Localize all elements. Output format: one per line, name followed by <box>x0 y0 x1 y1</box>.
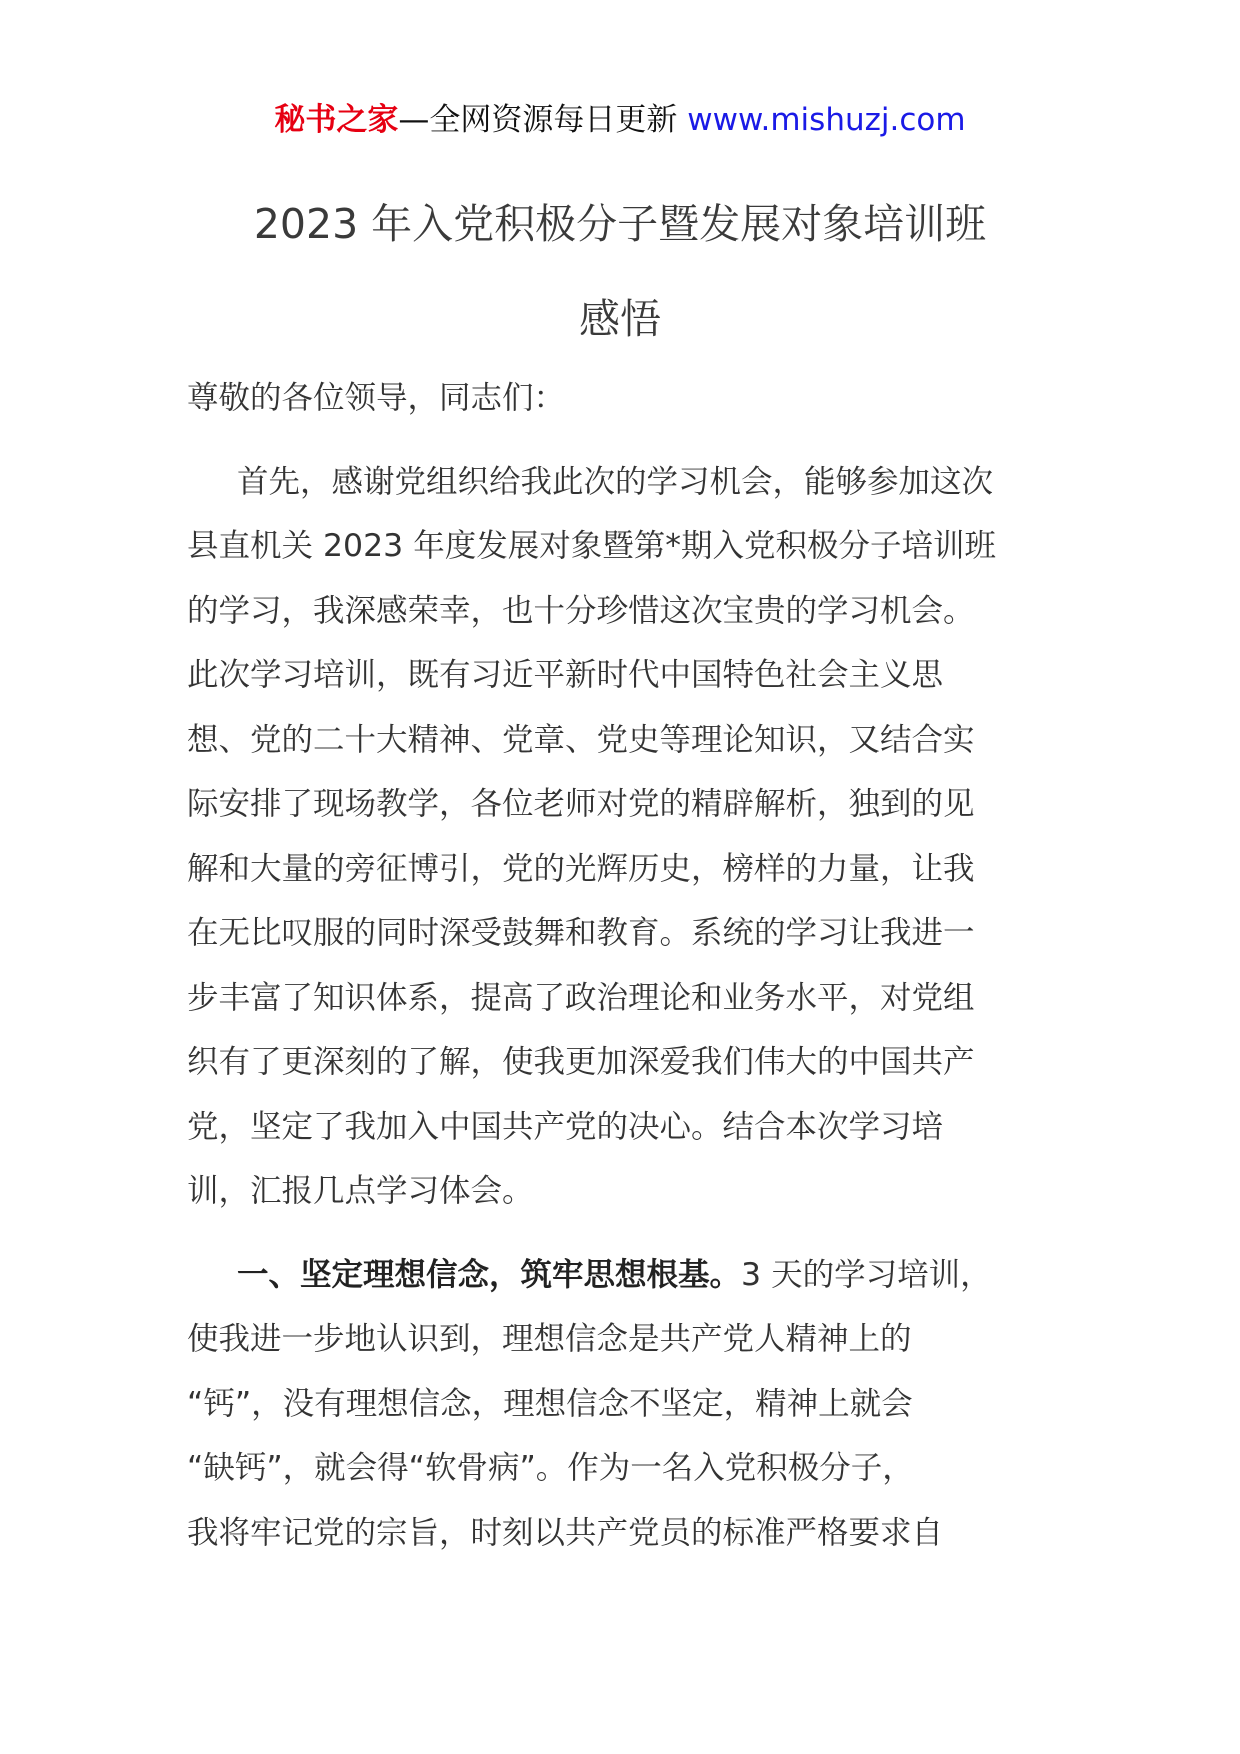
section-1-line: “缺钙”，就会得“软骨病”。作为一名入党积极分子， <box>187 1450 914 1486</box>
paragraph-1-line: 际安排了现场教学，各位老师对党的精辟解析，独到的见 <box>187 786 975 822</box>
header-slogan: —全网资源每日更新 <box>398 102 678 138</box>
section-1-heading: 一、坚定理想信念，筑牢思想根基。 <box>237 1256 742 1293</box>
watermark-header <box>0 100 1240 140</box>
brand-name: 秘书之家 <box>274 102 399 138</box>
paragraph-1-line: 在无比叹服的同时深受鼓舞和教育。系统的学习让我进一 <box>187 915 975 951</box>
section-1-lead-text: 3 天的学习培训， <box>741 1256 992 1293</box>
document-title-line-1: 2023 年入党积极分子暨发展对象培训班 <box>253 200 987 248</box>
header-site-link[interactable]: www.mishuzj.com <box>687 102 966 138</box>
paragraph-1-line: 县直机关 2023 年度发展对象暨第*期入党积极分子培训班 <box>187 528 996 564</box>
section-1-first-line <box>187 1243 1067 1308</box>
paragraph-1-line: 步丰富了知识体系，提高了政治理论和业务水平，对党组 <box>187 979 975 1016</box>
document-body <box>187 366 1067 1565</box>
paragraph-1-line: 想、党的二十大精神、党章、党史等理论知识，又结合实 <box>187 721 975 758</box>
section-1-line: “钙”，没有理想信念，理想信念不坚定，精神上就会 <box>187 1385 913 1422</box>
paragraph-1-line: 织有了更深刻的了解，使我更加深爱我们伟大的中国共产 <box>187 1044 975 1080</box>
paragraph-1-line: 首先，感谢党组织给我此次的学习机会，能够参加这次 <box>237 463 994 500</box>
paragraph-1-line: 的学习，我深感荣幸，也十分珍惜这次宝贵的学习机会。 <box>187 592 975 629</box>
paragraph-1-line: 训，汇报几点学习体会。 <box>187 1173 534 1209</box>
paragraph-1-line: 党，坚定了我加入中国共产党的决心。结合本次学习培 <box>187 1108 944 1145</box>
document-title-line-2: 感悟 <box>579 295 661 343</box>
paragraph-1-line: 此次学习培训，既有习近平新时代中国特色社会主义思 <box>187 657 944 693</box>
section-1-line: 我将牢记党的宗旨，时刻以共产党员的标准严格要求自 <box>187 1514 944 1551</box>
section-1-line: 使我进一步地认识到，理想信念是共产党人精神上的 <box>187 1321 912 1357</box>
salutation: 尊敬的各位领导，同志们： <box>187 380 566 416</box>
paragraph-1-line: 解和大量的旁征博引，党的光辉历史，榜样的力量，让我 <box>187 850 975 887</box>
